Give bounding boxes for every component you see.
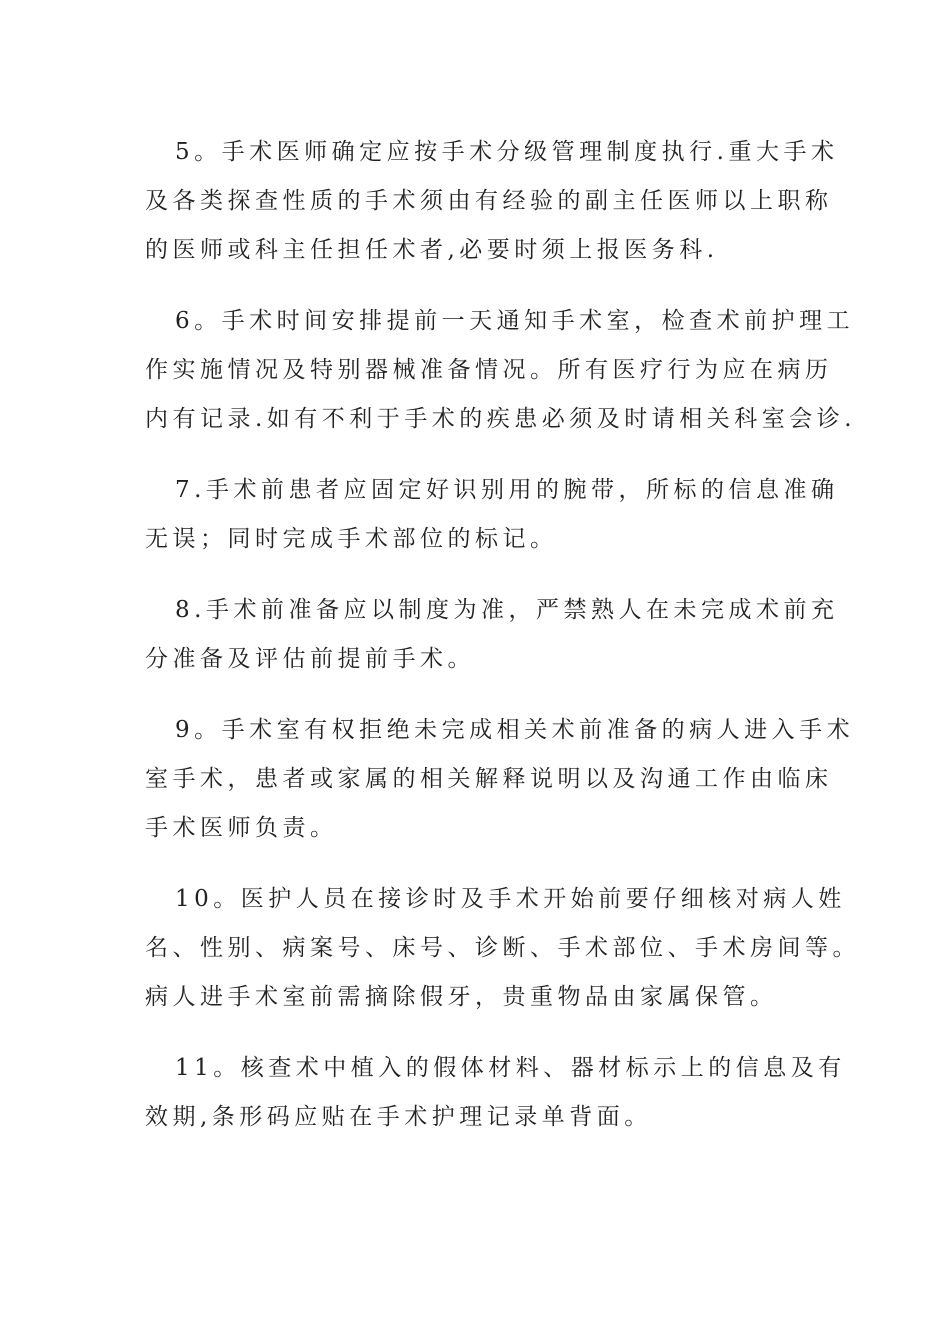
document-body [145, 128, 860, 1142]
paragraph-5 [145, 128, 839, 275]
paragraph-line: 6。手术时间安排提前一天通知手术室，检查术前护理工 [175, 308, 855, 334]
paragraph-11 [145, 1044, 846, 1142]
paragraph-line: 7.手术前患者应固定好识别用的腕带，所标的信息准确 [175, 477, 839, 503]
paragraph-line: 5。手术医师确定应按手术分级管理制度执行.重大手术 [175, 139, 839, 165]
paragraph-line: 及各类探查性质的手术须由有经验的副主任医师以上职称 [145, 188, 833, 214]
paragraph-line: 名、性别、病案号、床号、诊断、手术部位、手术房间等。 [145, 935, 860, 961]
paragraph-line: 的医师或科主任担任术者,必要时须上报医务科. [145, 237, 719, 263]
paragraph-6 [145, 297, 857, 444]
paragraph-line: 无误；同时完成手术部位的标记。 [145, 526, 558, 552]
paragraph-line: 内有记录.如有不利于手术的疾患必须及时请相关科室会诊. [145, 406, 857, 432]
paragraph-line: 病人进手术室前需摘除假牙，贵重物品由家属保管。 [145, 984, 778, 1010]
paragraph-line: 作实施情况及特别器械准备情况。所有医疗行为应在病历 [145, 357, 833, 383]
paragraph-line: 分准备及评估前提前手术。 [145, 646, 475, 672]
paragraph-line: 室手术，患者或家属的相关解释说明以及沟通工作由临床 [145, 766, 833, 792]
paragraph-line: 手术医师负责。 [145, 815, 338, 841]
paragraph-9 [145, 706, 855, 853]
paragraph-8 [145, 586, 839, 684]
paragraph-7 [145, 466, 839, 564]
paragraph-line: 11。核查术中植入的假体材料、器材标示上的信息及有 [175, 1055, 846, 1081]
paragraph-10 [145, 875, 860, 1022]
paragraph-line: 10。医护人员在接诊时及手术开始前要仔细核对病人姓 [175, 886, 846, 912]
paragraph-line: 8.手术前准备应以制度为准，严禁熟人在未完成术前充 [175, 597, 839, 623]
paragraph-line: 9。手术室有权拒绝未完成相关术前准备的病人进入手术 [175, 717, 855, 743]
paragraph-line: 效期,条形码应贴在手术护理记录单背面。 [145, 1104, 652, 1130]
